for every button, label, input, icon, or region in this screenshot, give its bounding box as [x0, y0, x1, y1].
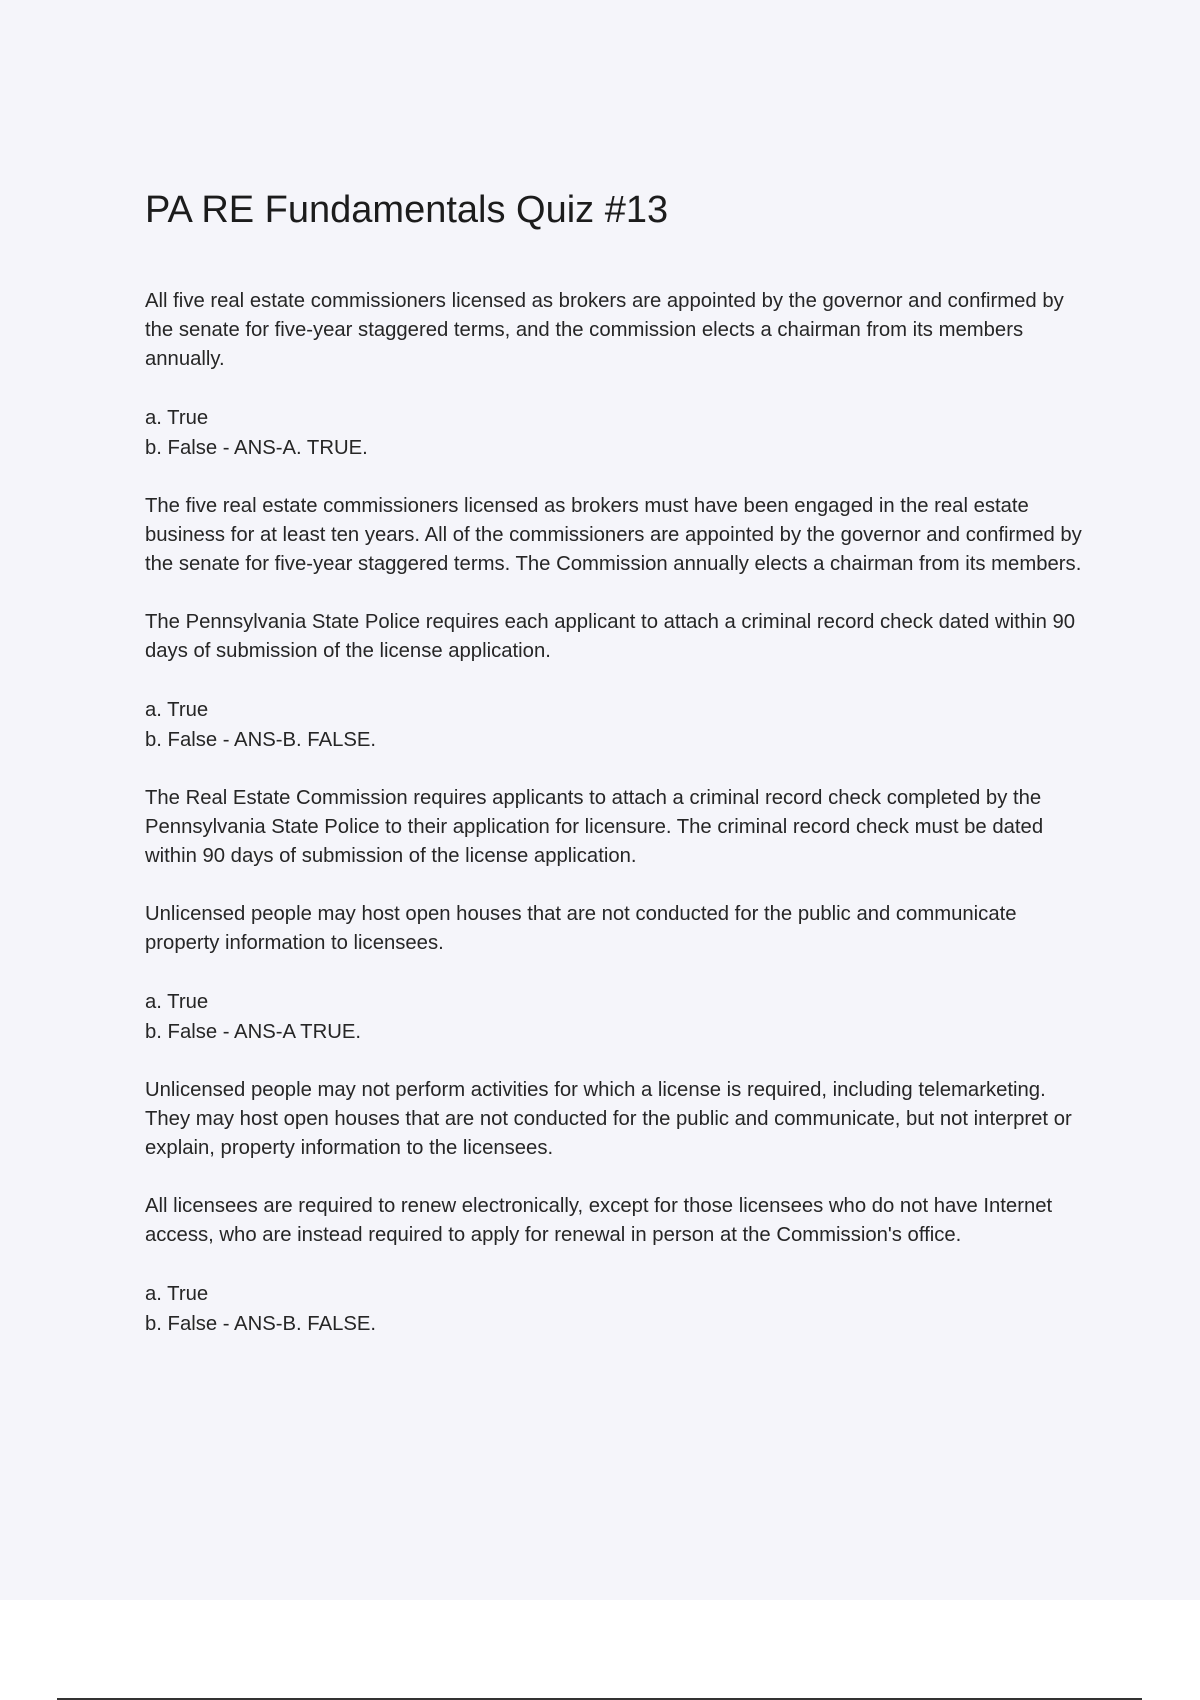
question-3-option-a: a. True	[145, 991, 209, 1013]
question-2-text: The Pennsylvania State Police requires each applicant to attach a criminal record check dated within 90 days of submission of the license application.	[145, 611, 1076, 662]
question-3-text: Unlicensed people may host open houses that are not conducted for the public and communicate property information to licensees.	[145, 903, 1017, 954]
question-4-options	[145, 1279, 1095, 1339]
question-2-options	[145, 695, 1095, 755]
question-2-option-b-answer: b. False - ANS-B. FALSE.	[145, 729, 377, 751]
question-4-text: All licensees are required to renew electronically, except for those licensees who do not have Internet access, who are instead required to apply for renewal in person at the Commission's office.	[145, 1195, 1053, 1246]
document-content	[145, 182, 1095, 1368]
question-2-option-a: a. True	[145, 699, 209, 721]
question-3-explanation: Unlicensed people may not perform activities for which a license is required, including telemarketing. They may host open houses that are not conducted for the public and communicate, but not interpret or explain, property information to the licensees.	[145, 1079, 1072, 1159]
question-1-options	[145, 403, 1095, 463]
question-2-explanation: The Real Estate Commission requires applicants to attach a criminal record check completed by the Pennsylvania State Police to their application for licensure. The criminal record check must be dated within 90 days of submission of the license application.	[145, 787, 1044, 867]
question-1-option-b-answer: b. False - ANS-A. TRUE.	[145, 437, 368, 459]
question-3-options	[145, 987, 1095, 1047]
page-title: PA RE Fundamentals Quiz #13	[145, 189, 669, 231]
question-4-option-a: a. True	[145, 1283, 209, 1305]
question-1-explanation: The five real estate commissioners licensed as brokers must have been engaged in the real estate business for at least ten years. All of the commissioners are appointed by the governor and confirmed by the senate for five-year staggered terms. The Commission annually elects a chairman from its members.	[145, 495, 1082, 575]
question-3-option-b-answer: b. False - ANS-A TRUE.	[145, 1021, 362, 1043]
question-1-text: All five real estate commissioners licensed as brokers are appointed by the governor and confirmed by the senate for five-year staggered terms, and the commission elects a chairman from its members annually.	[145, 290, 1064, 370]
question-1-option-a: a. True	[145, 407, 209, 429]
question-4-option-b-answer: b. False - ANS-B. FALSE.	[145, 1313, 377, 1335]
